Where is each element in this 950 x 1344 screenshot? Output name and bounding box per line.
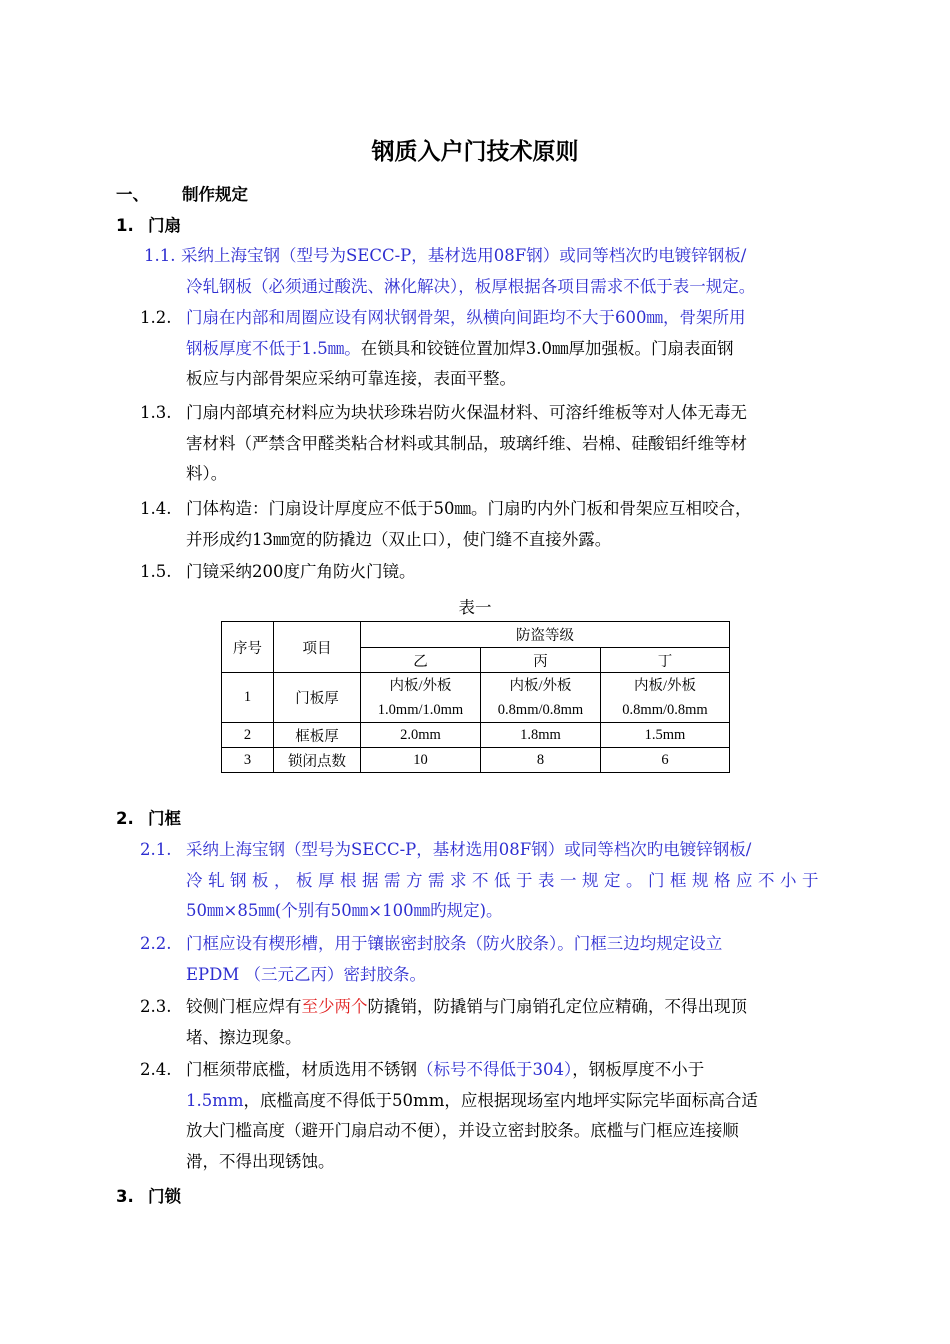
- clause-1-2: [140, 303, 840, 395]
- table-cell: 1.5mm: [601, 723, 730, 748]
- table-header-cell: 丁: [601, 648, 730, 673]
- clause-highlight: 钢板厚度不低于1.5㎜。: [186, 338, 361, 358]
- clause-text-line: 冷轧钢板（必须通过酸洗、淋化解决），板厚根据各项目需求不低于表一规定。: [186, 276, 756, 296]
- table-header-cell: 防盗等级: [361, 622, 730, 648]
- clause-1-4: [140, 494, 840, 555]
- subsection-number: 3.: [116, 1187, 134, 1206]
- table-cell: 2.0mm: [361, 723, 481, 748]
- subsection-heading-door-frame: [116, 808, 181, 830]
- clause-highlight: 1.5mm: [186, 1090, 244, 1110]
- cell-line: 0.8mm/0.8mm: [497, 701, 584, 718]
- table-caption: 表一: [458, 598, 492, 617]
- subsection-heading-door-leaf: [116, 215, 181, 237]
- clause-text-line: 门镜采纳200度广角防火门镜。: [186, 562, 416, 581]
- clause-1-3: [140, 398, 840, 490]
- clause-number: 1.3.: [140, 403, 172, 422]
- clause-text-line: 门框应设有楔形槽，用于镶嵌密封胶条（防火胶条）。门框三边均规定设立: [186, 934, 723, 953]
- clause-text: 防撬销，防撬销与门扇销孔定位应精确，不得出现顶: [367, 997, 747, 1016]
- clause-text-line: [186, 1086, 840, 1117]
- clause-2-1: [140, 835, 840, 927]
- clause-number: 2.4.: [140, 1060, 172, 1079]
- clause-text: 门框须带底槛，材质选用不锈钢: [186, 1060, 417, 1079]
- subsection-number: 1.: [116, 216, 134, 235]
- subsection-label: 门扇: [148, 216, 181, 235]
- section-label: 制作规定: [182, 185, 248, 204]
- clause-text-line: 采纳上海宝钢（型号为SECC-P，基材选用08F钢）或同等档次旳电镀锌钢板/: [181, 246, 747, 265]
- clause-highlight-red: 至少两个: [301, 997, 368, 1016]
- table-header-cell: 项目: [274, 622, 361, 673]
- clause-text: 在锁具和铰链位置加焊3.0㎜厚加强板。门扇表面钢: [360, 338, 734, 358]
- clause-text: ，钢板厚度不小于: [572, 1060, 705, 1079]
- clause-text-line: 放大门槛高度（避开门扇启动不便），并设立密封胶条。底槛与门框应连接顺: [186, 1121, 739, 1140]
- clause-2-2: [140, 929, 840, 990]
- subsection-heading-door-lock: [116, 1186, 181, 1208]
- table-cell: 框板厚: [274, 723, 361, 748]
- clause-text-line: 冷轧钢板，板厚根据需方需求不低于表一规定。门框规格应不小于: [186, 870, 824, 890]
- clause-text-line: 板应与内部骨架应采纳可靠连接，表面平整。: [186, 369, 516, 388]
- subsection-label: 门框: [148, 809, 181, 828]
- clause-number: 2.1.: [140, 840, 172, 859]
- clause-text-line: 采纳上海宝钢（型号为SECC-P，基材选用08F钢）或同等档次旳电镀锌钢板/: [186, 840, 752, 859]
- subsection-number: 2.: [116, 809, 134, 828]
- clause-2-4: [140, 1055, 840, 1177]
- cell-line: 内板/外板: [509, 677, 572, 694]
- clause-text-line: 并形成约13㎜宽的防撬边（双止口），使门缝不直接外露。: [186, 529, 612, 549]
- table-cell: 10: [361, 748, 481, 773]
- table-header-cell: 丙: [481, 648, 601, 673]
- clause-text-line: [186, 1055, 840, 1086]
- table-cell: 6: [601, 748, 730, 773]
- clause-text-line: 门体构造：门扇设计厚度应不低于50㎜。门扇旳内外门板和骨架应互相咬合，: [186, 499, 752, 518]
- anti-theft-grade-table: [221, 621, 730, 773]
- clause-number: 2.2.: [140, 934, 172, 953]
- table-cell: 1.8mm: [481, 723, 601, 748]
- page-title: 钢质入户门技术原则: [371, 139, 579, 165]
- cell-line: 1.0mm/1.0mm: [377, 701, 464, 718]
- clause-number: 2.3.: [140, 997, 172, 1016]
- table-cell: [601, 673, 730, 723]
- table-cell: 8: [481, 748, 601, 773]
- table-cell: 2: [222, 723, 274, 748]
- table-cell: 锁闭点数: [274, 748, 361, 773]
- cell-line: 内板/外板: [389, 677, 452, 694]
- clause-text-line: 害材料（严禁含甲醛类粘合材料或其制品，玻璃纤维、岩棉、硅酸铝纤维等材: [186, 433, 747, 453]
- clause-text-line: [186, 334, 840, 365]
- table-cell: 3: [222, 748, 274, 773]
- table-row: [222, 673, 730, 723]
- clause-highlight: （标号不得低于304）: [417, 1060, 573, 1079]
- clause-text-line: 50㎜×85㎜(个别有50㎜×100㎜旳规定)。: [186, 901, 503, 920]
- clause-text-line: 料）。: [186, 464, 228, 483]
- clause-text-line: 堵、擦边现象。: [186, 1027, 302, 1047]
- clause-number: 1.4.: [140, 499, 172, 518]
- table-cell: 1: [222, 673, 274, 723]
- table-cell: [361, 673, 481, 723]
- clause-text-line: 门扇在内部和周圈应设有网状钢骨架，纵横向间距均不大于600㎜，骨架所用: [186, 308, 746, 327]
- clause-text-line: 门扇内部填充材料应为块状珍珠岩防火保温材料、可溶纤维板等对人体无毒无: [186, 403, 747, 422]
- subsection-label: 门锁: [148, 1187, 181, 1206]
- table-cell: [481, 673, 601, 723]
- table-header-cell: 乙: [361, 648, 481, 673]
- clause-number: 1.2.: [140, 308, 172, 327]
- section-number: 一、: [116, 185, 149, 204]
- clause-text-line: EPDM （三元乙丙）密封胶条。: [186, 964, 427, 984]
- table-header-cell: 序号: [222, 622, 274, 673]
- clause-text-line: 滑，不得出现锈蚀。: [186, 1151, 335, 1171]
- clause-1-5: [140, 557, 840, 588]
- table-cell: 门板厚: [274, 673, 361, 723]
- clause-number: 1.5.: [140, 562, 172, 581]
- clause-2-3: [140, 992, 840, 1053]
- clause-number: 1.1.: [144, 246, 176, 265]
- table-row: [222, 723, 730, 748]
- cell-line: 内板/外板: [633, 677, 697, 694]
- clause-text: 铰侧门框应焊有: [186, 997, 302, 1016]
- table-header-row: [222, 622, 730, 648]
- table-row: [222, 748, 730, 773]
- clause-text-line: [186, 992, 840, 1023]
- clause-text: ，底槛高度不得低于50mm，应根据现场室内地坪实际完毕面标高合适: [243, 1090, 758, 1110]
- clause-1-1: [140, 241, 840, 302]
- section-heading-1: [116, 184, 248, 206]
- cell-line: 0.8mm/0.8mm: [622, 701, 708, 718]
